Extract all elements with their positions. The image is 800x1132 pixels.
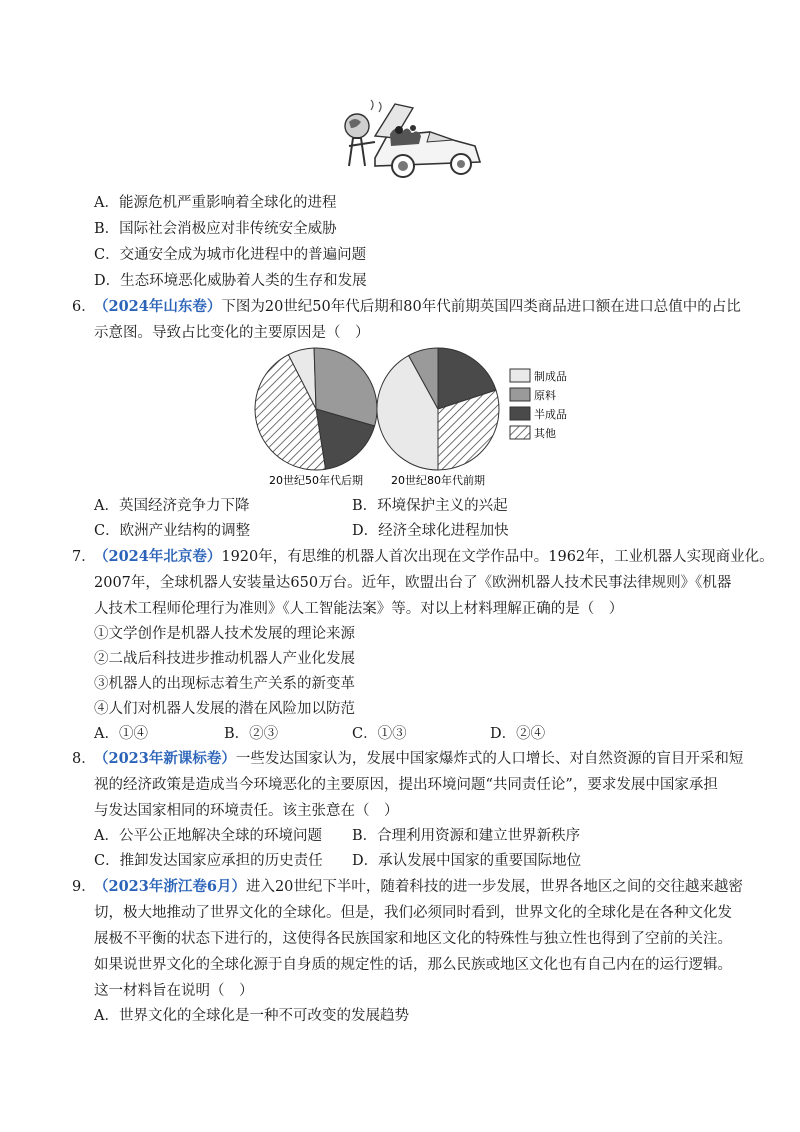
q7-item-4: ④人们对机器人发展的潜在风险加以防范 bbox=[94, 701, 355, 717]
legend-label-semi-finished: 半成品 bbox=[534, 408, 567, 421]
q7-item-3: ③机器人的出现标志着生产关系的新变革 bbox=[94, 676, 355, 692]
q8-option-a[interactable]: A．公平公正地解决全球的环境问题 bbox=[94, 828, 322, 844]
q9-source: （2023年浙江卷6月） bbox=[94, 878, 246, 895]
q7-source: （2024年北京卷） bbox=[94, 548, 222, 565]
q8-source: （2023年新课标卷） bbox=[94, 750, 236, 767]
pie-caption-1950s: 20世纪50年代后期 bbox=[269, 474, 363, 487]
q7-stem-text: 1920年，有思维的机器人首次出现在文学作品中。1962年，工业机器人实现商业化。 bbox=[221, 549, 774, 565]
q8-stem-line2: 视的经济政策是造成当今环境恶化的主要原因，提出环境问题“共同责任论”，要求发展中国家承担 bbox=[94, 777, 718, 793]
q6-option-d[interactable]: D．经济全球化进程加快 bbox=[352, 523, 509, 539]
legend-label-raw-material: 原料 bbox=[534, 389, 556, 402]
q5-option-d[interactable]: D．生态环境恶化威胁着人类的生存和发展 bbox=[94, 273, 367, 289]
q7-option-d[interactable]: D．②④ bbox=[490, 726, 546, 742]
q7-option-b[interactable]: B．②③ bbox=[224, 726, 279, 742]
pie-chart-1980s bbox=[377, 348, 499, 470]
pie-chart-figure bbox=[250, 347, 567, 490]
q5-option-b[interactable]: B．国际社会消极应对非传统安全威胁 bbox=[94, 221, 337, 237]
legend-swatch-manufactured bbox=[510, 369, 530, 382]
q8-option-c[interactable]: C．推卸发达国家应承担的历史责任 bbox=[94, 853, 323, 869]
legend-label-manufactured: 制成品 bbox=[534, 370, 567, 383]
q8-stem-line1 bbox=[72, 749, 743, 769]
q9-option-a[interactable]: A．世界文化的全球化是一种不可改变的发展趋势 bbox=[94, 1008, 409, 1024]
q9-stem-line2: 切，极大地推动了世界文化的全球化。但是，我们必须同时看到，世界文化的全球化是在各种文化发 bbox=[94, 905, 732, 921]
q6-stem-line1 bbox=[72, 297, 741, 317]
q6-option-a[interactable]: A．英国经济竞争力下降 bbox=[94, 498, 250, 514]
q6-option-b[interactable]: B．环境保护主义的兴起 bbox=[352, 498, 508, 514]
q9-stem-line5: 这一材料旨在说明（ ） bbox=[94, 983, 254, 999]
q5-option-c[interactable]: C．交通安全成为城市化进程中的普遍问题 bbox=[94, 247, 367, 263]
q6-number: 6． bbox=[72, 299, 96, 315]
q8-option-b[interactable]: B．合理利用资源和建立世界新秩序 bbox=[352, 828, 581, 844]
q6-source: （2024年山东卷） bbox=[94, 298, 222, 315]
q7-stem-line3: 人技术工程师伦理行为准则》《人工智能法案》等。对以上材料理解正确的是（ ） bbox=[94, 601, 624, 617]
q7-stem-line1 bbox=[72, 547, 774, 567]
legend-swatch-raw-material bbox=[510, 388, 530, 401]
car-globe-illustration bbox=[335, 96, 485, 186]
legend-label-other: 其他 bbox=[534, 427, 556, 440]
q7-item-2: ②二战后科技进步推动机器人产业化发展 bbox=[94, 651, 355, 667]
q9-stem-text: 进入20世纪下半叶，随着科技的进一步发展，世界各地区之间的交往越来越密 bbox=[245, 879, 743, 895]
q9-number: 9． bbox=[72, 879, 96, 895]
q7-option-c[interactable]: C．①③ bbox=[352, 726, 407, 742]
q7-item-1: ①文学创作是机器人技术发展的理论来源 bbox=[94, 626, 355, 642]
q5-option-a[interactable]: A．能源危机严重影响着全球化的进程 bbox=[94, 195, 337, 211]
q7-stem-line2: 2007年，全球机器人安装量达650万台。近年，欧盟出台了《欧洲机器人技术民事法律规则》《机器 bbox=[94, 575, 732, 591]
q8-stem-line3: 与发达国家相同的环境责任。该主张意在（ ） bbox=[94, 803, 399, 819]
q6-stem-line2: 示意图。导致占比变化的主要原因是（ ） bbox=[94, 325, 370, 341]
q8-option-d[interactable]: D．承认发展中国家的重要国际地位 bbox=[352, 853, 582, 869]
q9-stem-line3: 展极不平衡的状态下进行的，这使得各民族国家和地区文化的特殊性与独立性也得到了空前的关注。 bbox=[94, 931, 732, 947]
q6-option-c[interactable]: C．欧洲产业结构的调整 bbox=[94, 523, 251, 539]
pie-legend bbox=[510, 369, 567, 440]
q6-stem-text: 下图为20世纪50年代后期和80年代前期英国四类商品进口额在进口总值中的占比 bbox=[221, 299, 741, 315]
q9-stem-line1 bbox=[72, 877, 743, 897]
q9-stem-line4: 如果说世界文化的全球化源于自身质的规定性的话，那么民族或地区文化也有自己内在的运行逻辑。 bbox=[94, 957, 732, 973]
q8-stem-text: 一些发达国家认为，发展中国家爆炸式的人口增长、对自然资源的盲目开采和短 bbox=[235, 751, 744, 767]
legend-swatch-other bbox=[510, 426, 530, 439]
legend-swatch-semi-finished bbox=[510, 407, 530, 420]
q7-number: 7． bbox=[72, 549, 96, 565]
q8-number: 8． bbox=[72, 751, 96, 767]
pie-caption-1980s: 20世纪80年代前期 bbox=[391, 474, 485, 487]
pie-chart-1950s bbox=[255, 348, 377, 470]
q7-option-a[interactable]: A．①④ bbox=[94, 726, 148, 742]
